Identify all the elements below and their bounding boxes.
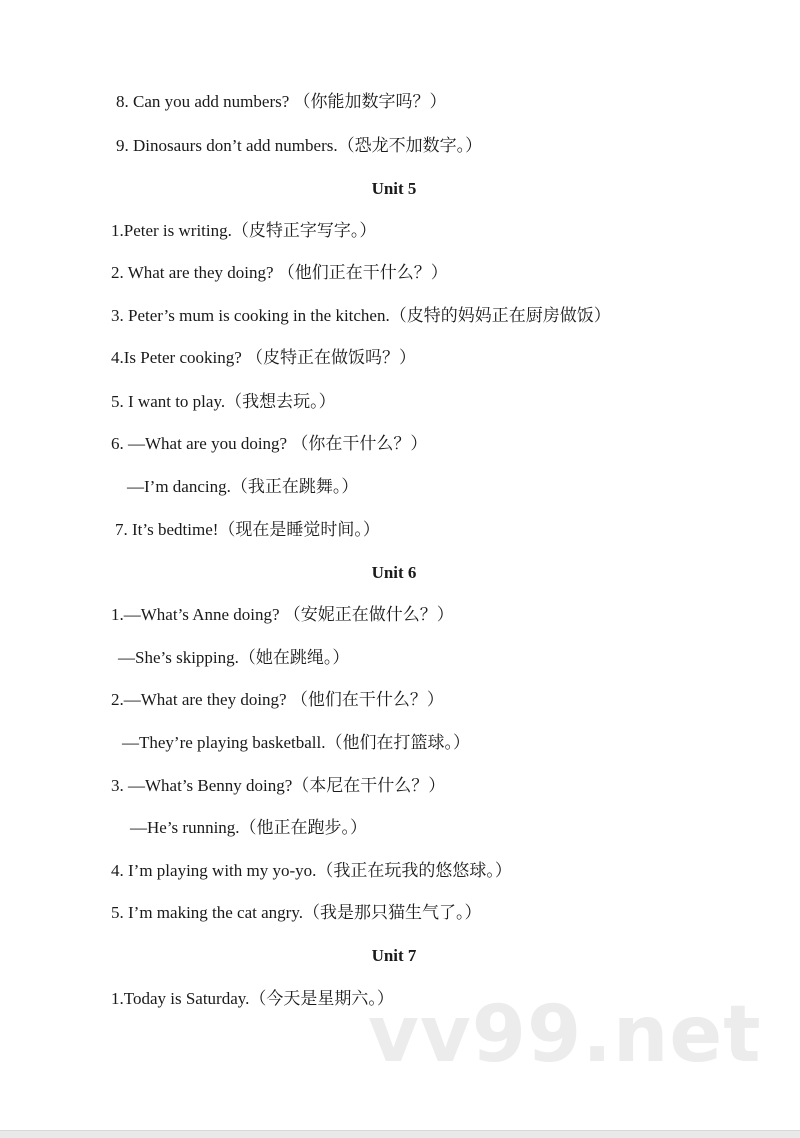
sentence: 1.Peter is writing.（皮特正字写字。） [111, 221, 377, 240]
sentence: 1.—What’s Anne doing? （安妮正在做什么？） [111, 605, 454, 624]
unit-heading: Unit 7 [371, 946, 417, 965]
sentence: 5. I want to play.（我想去玩。） [111, 392, 336, 411]
sentence: 3. —What’s Benny doing?（本尼在干什么？） [111, 776, 446, 795]
sentence: 4. I’m playing with my yo-yo.（我正在玩我的悠悠球。） [111, 861, 512, 880]
unit-heading: Unit 6 [371, 563, 417, 582]
sentence: 1.Today is Saturday.（今天是星期六。） [111, 989, 394, 1008]
sentence: —They’re playing basketball.（他们在打篮球。） [122, 733, 470, 752]
sentence: 4.Is Peter cooking? （皮特正在做饭吗？） [111, 348, 417, 367]
sentence: 3. Peter’s mum is cooking in the kitchen.（皮特的妈妈正在厨房做饭） [111, 306, 611, 325]
sentence: 6. —What are you doing? （你在干什么？） [111, 434, 428, 453]
unit-heading: Unit 5 [371, 179, 417, 198]
sentence: 2.—What are they doing? （他们在干什么？） [111, 690, 444, 709]
sentence: —He’s running.（他正在跑步。） [130, 818, 368, 837]
sentence: 5. I’m making the cat angry.（我是那只猫生气了。） [111, 903, 482, 922]
sentence: —She’s skipping.（她在跳绳。） [118, 648, 350, 667]
watermark: vv99.net [368, 990, 762, 1080]
sentence: 7. It’s bedtime!（现在是睡觉时间。） [115, 520, 380, 539]
sentence: —I’m dancing.（我正在跳舞。） [127, 477, 359, 496]
sentence: 8. Can you add numbers? （你能加数字吗？） [116, 92, 447, 111]
sentence: 2. What are they doing? （他们正在干什么？） [111, 263, 448, 282]
sentence: 9. Dinosaurs don’t add numbers.（恐龙不加数字。） [116, 136, 483, 155]
